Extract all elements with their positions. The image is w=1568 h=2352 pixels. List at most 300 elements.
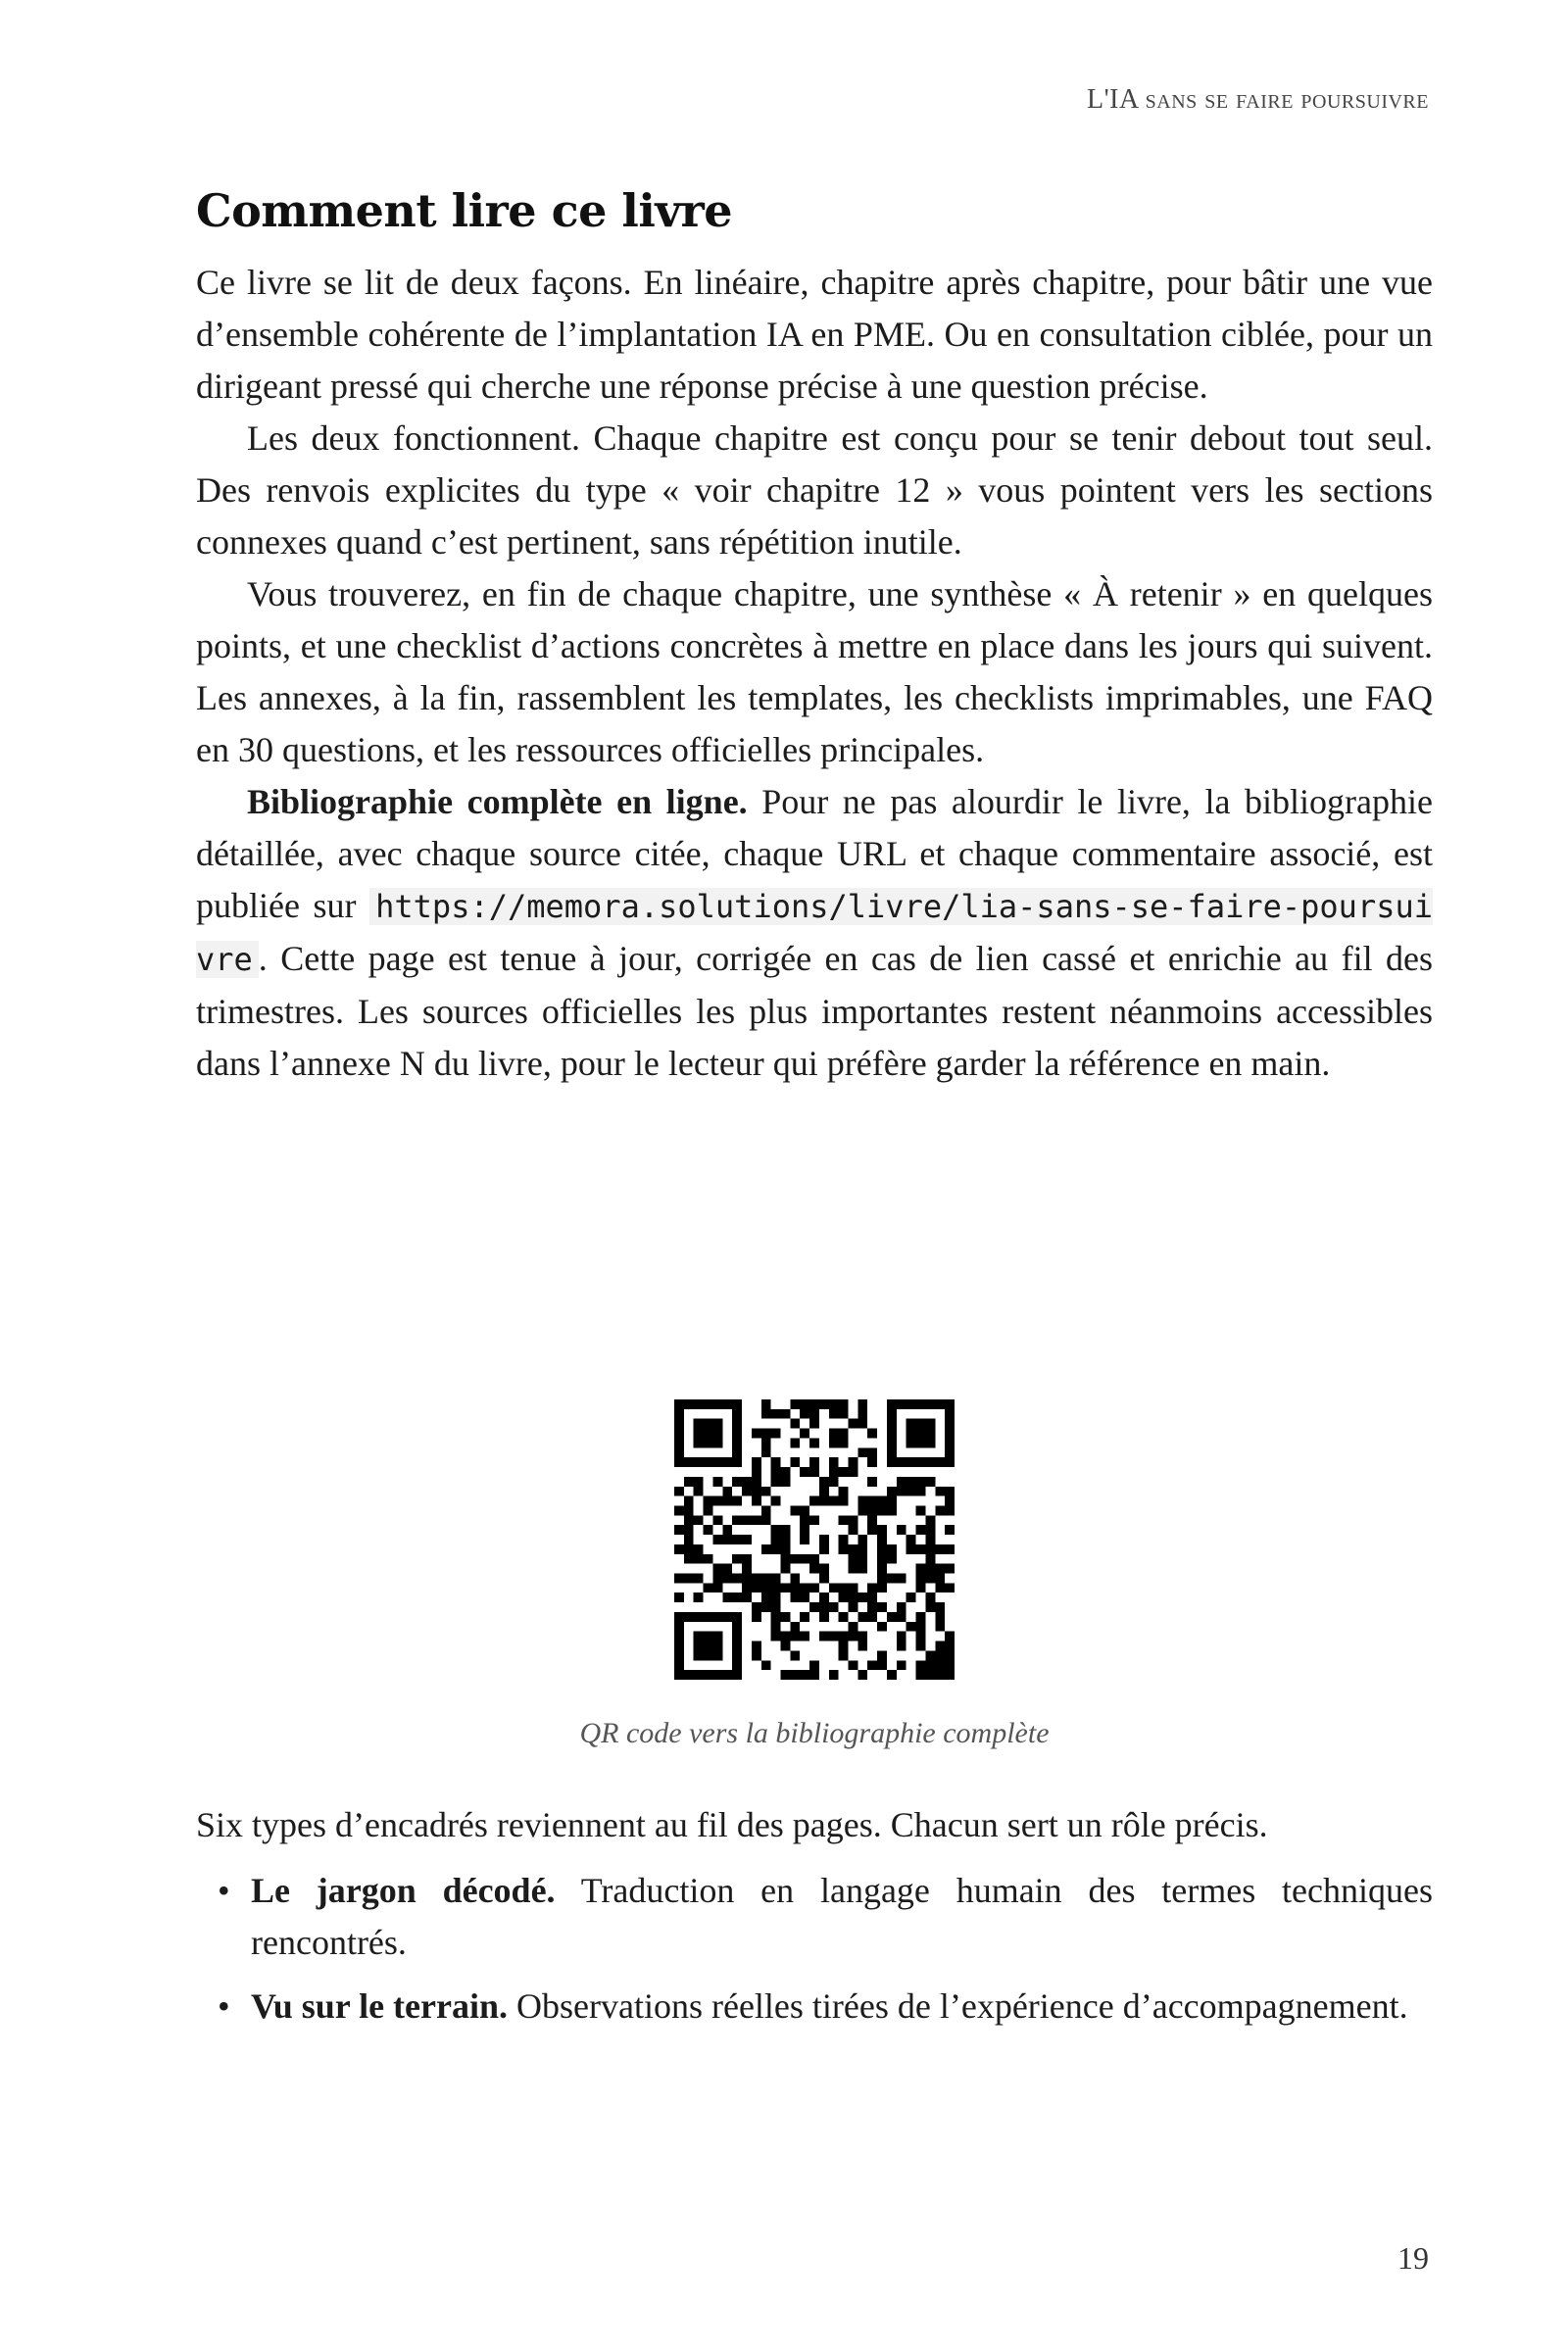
qr-module (790, 1574, 800, 1584)
qr-module (780, 1554, 790, 1564)
qr-module (858, 1592, 867, 1602)
qr-module (935, 1457, 945, 1467)
qr-module (916, 1399, 926, 1409)
qr-module (867, 1525, 877, 1535)
qr-module (800, 1467, 809, 1477)
running-header (1087, 84, 1429, 116)
boxes-section (196, 1799, 1433, 2044)
qr-module (780, 1642, 790, 1651)
qr-module (887, 1457, 897, 1467)
qr-module (858, 1544, 867, 1554)
qr-module (925, 1457, 935, 1467)
qr-module (935, 1670, 945, 1680)
qr-module (752, 1487, 761, 1496)
qr-module (925, 1477, 935, 1487)
qr-module (829, 1477, 839, 1487)
qr-module (925, 1602, 935, 1612)
qr-module (761, 1505, 771, 1515)
qr-module (800, 1525, 809, 1535)
qr-module (771, 1429, 781, 1439)
qr-module (771, 1602, 781, 1612)
bibliography-url[interactable]: https://memora.solutions/livre/lia-sans-se-faire-poursuivre (196, 888, 1433, 978)
qr-module (809, 1564, 819, 1574)
qr-module (742, 1554, 752, 1564)
qr-module (704, 1429, 713, 1439)
qr-module (935, 1574, 945, 1584)
qr-module (858, 1554, 867, 1564)
qr-module (877, 1574, 887, 1584)
qr-module (780, 1467, 790, 1477)
qr-module (897, 1574, 906, 1584)
qr-module (819, 1574, 829, 1584)
qr-module (819, 1544, 829, 1554)
qr-module (819, 1612, 829, 1622)
qr-module (674, 1487, 684, 1496)
qr-module (694, 1399, 704, 1409)
qr-module (925, 1554, 935, 1564)
qr-module (684, 1535, 694, 1544)
qr-module (674, 1429, 684, 1439)
qr-module (732, 1574, 742, 1584)
qr-module (800, 1583, 809, 1592)
qr-module (712, 1612, 722, 1622)
qr-module (694, 1650, 704, 1660)
paragraph-1: Ce livre se lit de deux façons. En linéaire, chapitre après chapitre, pour bâtir une vue d’ensemble cohérente de l’implantation IA en PME. Ou en consultation ciblée, pour un dirigeant pressé qui cherche une réponse précise à une question précise. (196, 263, 1433, 406)
qr-module (877, 1535, 887, 1544)
qr-module (704, 1399, 713, 1409)
qr-module (771, 1544, 781, 1554)
qr-module (945, 1419, 955, 1429)
qr-module (906, 1429, 916, 1439)
qr-module (674, 1525, 684, 1535)
qr-module (849, 1419, 858, 1429)
qr-module (897, 1602, 906, 1612)
qr-module (722, 1592, 732, 1602)
qr-module (752, 1467, 761, 1477)
qr-module (916, 1632, 926, 1642)
qr-module (839, 1632, 849, 1642)
qr-module (771, 1457, 781, 1467)
qr-module (829, 1429, 839, 1439)
qr-module (704, 1583, 713, 1592)
list-item-text: Traduction en langage humain des termes techniques rencontrés. (251, 1871, 1433, 1962)
paragraph-4 (196, 776, 1433, 1090)
qr-module (858, 1670, 867, 1680)
qr-module (877, 1525, 887, 1535)
qr-module (742, 1592, 752, 1602)
qr-module (945, 1564, 955, 1574)
qr-module (935, 1399, 945, 1409)
list-item (196, 1865, 1433, 1969)
qr-module (704, 1554, 713, 1564)
qr-module (906, 1535, 916, 1544)
page-number: 19 (1397, 2240, 1429, 2276)
qr-module (945, 1505, 955, 1515)
qr-module (742, 1583, 752, 1592)
qr-module (839, 1467, 849, 1477)
qr-module (897, 1632, 906, 1642)
qr-module (732, 1535, 742, 1544)
running-header-title: sans se faire poursuivre (1145, 84, 1429, 115)
qr-module (829, 1399, 839, 1409)
qr-module (925, 1544, 935, 1554)
qr-module (761, 1574, 771, 1584)
qr-module (790, 1670, 800, 1680)
qr-module (829, 1632, 839, 1642)
qr-module (839, 1544, 849, 1554)
qr-module (916, 1574, 926, 1584)
qr-module (809, 1660, 819, 1670)
qr-module (712, 1670, 722, 1680)
qr-module (790, 1632, 800, 1642)
qr-module (935, 1612, 945, 1622)
qr-module (897, 1612, 906, 1622)
paragraph-3: Vous trouverez, en fin de chaque chapitre, une synthèse « À retenir » en quelques points, et une checklist d’actions concrètes à mettre en place dans les jours qui suivent. Les annexes, à la fin, rassemblent les templates, les checklists imprimables, une FAQ en 30 questions, et les ressources officielles principales. (196, 574, 1433, 769)
qr-module (829, 1457, 839, 1467)
qr-module (674, 1409, 684, 1419)
qr-module (732, 1650, 742, 1660)
qr-module (761, 1487, 771, 1496)
qr-module (809, 1515, 819, 1525)
qr-module (809, 1399, 819, 1409)
qr-module (674, 1438, 684, 1447)
qr-module (809, 1602, 819, 1612)
bullet-icon: • (218, 1986, 230, 2026)
qr-module (732, 1419, 742, 1429)
qr-module (849, 1632, 858, 1642)
qr-module (916, 1457, 926, 1467)
qr-module (800, 1515, 809, 1525)
qr-module (694, 1592, 704, 1602)
qr-module (906, 1592, 916, 1602)
qr-module (945, 1447, 955, 1457)
qr-module (684, 1612, 694, 1622)
qr-module (722, 1487, 732, 1496)
qr-module (694, 1632, 704, 1642)
qr-module (906, 1477, 916, 1487)
qr-module (819, 1487, 829, 1496)
qr-module (761, 1447, 771, 1457)
qr-module (752, 1602, 761, 1612)
qr-module (916, 1487, 926, 1496)
qr-module (712, 1564, 722, 1574)
qr-module (712, 1419, 722, 1429)
qr-module (790, 1505, 800, 1515)
qr-module (925, 1564, 935, 1574)
qr-module (839, 1583, 849, 1592)
qr-module (712, 1642, 722, 1651)
qr-module (858, 1564, 867, 1574)
qr-module (800, 1409, 809, 1419)
qr-module (925, 1399, 935, 1409)
qr-module (771, 1612, 781, 1622)
qr-module (732, 1457, 742, 1467)
qr-module (819, 1399, 829, 1409)
qr-module (742, 1574, 752, 1584)
qr-module (674, 1650, 684, 1660)
qr-module (945, 1642, 955, 1651)
qr-module (694, 1438, 704, 1447)
qr-module (752, 1429, 761, 1439)
qr-module (800, 1505, 809, 1515)
qr-module (849, 1660, 858, 1670)
boxes-intro: Six types d’encadrés reviennent au fil des pages. Chacun sert un rôle précis. (196, 1805, 1268, 1844)
qr-module (945, 1650, 955, 1660)
qr-module (790, 1399, 800, 1409)
qr-module (916, 1642, 926, 1651)
qr-module (887, 1496, 897, 1506)
qr-module (722, 1457, 732, 1467)
qr-module (877, 1554, 887, 1564)
qr-code-graphic (674, 1399, 955, 1680)
qr-module (712, 1650, 722, 1660)
qr-module (694, 1612, 704, 1622)
qr-module (935, 1622, 945, 1632)
qr-module (867, 1612, 877, 1622)
paragraph-2: Les deux fonctionnent. Chaque chapitre est conçu pour se tenir debout tout seul. Des renvois explicites du type « voir chapitre 12 » vous pointent vers les sections connexes quand c’est pertinent, sans répétition inutile. (196, 418, 1433, 562)
qr-module (935, 1487, 945, 1496)
qr-module (877, 1496, 887, 1506)
qr-module (897, 1457, 906, 1467)
qr-module (694, 1419, 704, 1429)
qr-module (800, 1632, 809, 1642)
qr-module (694, 1429, 704, 1439)
qr-module (897, 1525, 906, 1535)
section-title: Comment lire ce livre (196, 184, 733, 237)
qr-module (732, 1496, 742, 1506)
qr-module (694, 1642, 704, 1651)
qr-module (916, 1670, 926, 1680)
qr-module (916, 1612, 926, 1622)
qr-module (722, 1574, 732, 1584)
qr-module (849, 1515, 858, 1525)
qr-module (906, 1487, 916, 1496)
qr-module (829, 1496, 839, 1506)
qr-module (780, 1632, 790, 1642)
qr-module (839, 1515, 849, 1525)
qr-module (674, 1447, 684, 1457)
qr-module (945, 1496, 955, 1506)
qr-module (694, 1574, 704, 1584)
qr-module (761, 1544, 771, 1554)
qr-module (839, 1650, 849, 1660)
qr-module (867, 1477, 877, 1487)
qr-module (877, 1505, 887, 1515)
qr-module (684, 1496, 694, 1506)
qr-module (858, 1612, 867, 1622)
qr-module (674, 1505, 684, 1515)
qr-module (694, 1670, 704, 1680)
qr-module (849, 1525, 858, 1535)
qr-module (887, 1429, 897, 1439)
qr-module (839, 1429, 849, 1439)
qr-module (732, 1642, 742, 1651)
qr-module (790, 1583, 800, 1592)
qr-module (790, 1650, 800, 1660)
qr-module (916, 1583, 926, 1592)
qr-module (877, 1544, 887, 1554)
qr-module (771, 1583, 781, 1592)
qr-module (712, 1399, 722, 1409)
qr-module (935, 1642, 945, 1651)
qr-module (674, 1419, 684, 1429)
qr-module (790, 1438, 800, 1447)
qr-module (819, 1592, 829, 1602)
qr-module (887, 1574, 897, 1584)
qr-module (829, 1602, 839, 1612)
qr-module (925, 1438, 935, 1447)
qr-module (945, 1525, 955, 1535)
qr-module (712, 1574, 722, 1584)
qr-module (887, 1487, 897, 1496)
qr-module (839, 1399, 849, 1409)
qr-module (849, 1544, 858, 1554)
qr-module (858, 1399, 867, 1409)
qr-module (935, 1660, 945, 1670)
qr-module (752, 1574, 761, 1584)
qr-module (674, 1612, 684, 1622)
qr-module (867, 1602, 877, 1612)
qr-module (925, 1574, 935, 1584)
qr-module (809, 1438, 819, 1447)
qr-module (867, 1583, 877, 1592)
qr-module (742, 1477, 752, 1487)
qr-module (684, 1457, 694, 1467)
qr-module (819, 1602, 829, 1612)
qr-module (704, 1438, 713, 1447)
qr-module (839, 1592, 849, 1602)
qr-module (704, 1612, 713, 1622)
qr-module (916, 1660, 926, 1670)
qr-module (742, 1564, 752, 1574)
qr-module (916, 1622, 926, 1632)
qr-module (809, 1554, 819, 1564)
qr-module (752, 1642, 761, 1651)
qr-module (732, 1632, 742, 1642)
qr-module (819, 1632, 829, 1642)
qr-module (704, 1642, 713, 1651)
qr-module (925, 1660, 935, 1670)
qr-module (722, 1525, 732, 1535)
qr-module (742, 1515, 752, 1525)
qr-module (867, 1457, 877, 1467)
qr-module (780, 1535, 790, 1544)
qr-module (761, 1602, 771, 1612)
qr-module (674, 1592, 684, 1602)
qr-module (732, 1409, 742, 1419)
qr-module (839, 1487, 849, 1496)
qr-module (732, 1670, 742, 1680)
qr-module (829, 1467, 839, 1477)
qr-module (732, 1660, 742, 1670)
qr-module (839, 1612, 849, 1622)
qr-module (849, 1622, 858, 1632)
qr-module (849, 1467, 858, 1477)
qr-module (694, 1487, 704, 1496)
qr-module (771, 1467, 781, 1477)
qr-module (945, 1632, 955, 1642)
qr-module (732, 1515, 742, 1525)
qr-module (935, 1650, 945, 1660)
qr-module (722, 1399, 732, 1409)
qr-module (694, 1457, 704, 1467)
qr-module (752, 1477, 761, 1487)
qr-module (704, 1505, 713, 1515)
qr-module (906, 1438, 916, 1447)
qr-module (829, 1670, 839, 1680)
qr-module (829, 1583, 839, 1592)
qr-module (945, 1429, 955, 1439)
qr-module (877, 1622, 887, 1632)
qr-module (761, 1429, 771, 1439)
qr-module (674, 1399, 684, 1409)
qr-module (761, 1399, 771, 1409)
paragraph-4-text-b: . Cette page est tenue à jour, corrigée en cas de lien cassé et enrichie au fil des trimestres. Les sources officielles les plus importantes restent néanmoins accessibles dans l’annexe N du livre, pour le lecteur qui préfère garder la référence en main. (196, 939, 1433, 1083)
qr-module (704, 1457, 713, 1467)
qr-module (732, 1399, 742, 1409)
qr-module (761, 1583, 771, 1592)
qr-module (790, 1592, 800, 1602)
qr-module (771, 1477, 781, 1487)
qr-module (800, 1554, 809, 1564)
qr-module (945, 1438, 955, 1447)
qr-module (732, 1477, 742, 1487)
qr-module (684, 1525, 694, 1535)
qr-module (935, 1583, 945, 1592)
qr-module (897, 1399, 906, 1409)
qr-module (849, 1583, 858, 1592)
qr-module (694, 1554, 704, 1564)
qr-module (897, 1660, 906, 1670)
qr-module (819, 1535, 829, 1544)
qr-module (925, 1515, 935, 1525)
qr-module (712, 1429, 722, 1439)
qr-module (819, 1564, 829, 1574)
running-header-prefix: L'IA (1086, 84, 1139, 115)
qr-module (935, 1564, 945, 1574)
qr-module (684, 1505, 694, 1515)
qr-module (945, 1399, 955, 1409)
qr-module (925, 1535, 935, 1544)
qr-module (712, 1515, 722, 1525)
qr-module (887, 1399, 897, 1409)
boxes-list (196, 1865, 1433, 2033)
qr-module (935, 1544, 945, 1554)
list-item (196, 1981, 1433, 2033)
qr-module (800, 1399, 809, 1409)
qr-module (722, 1670, 732, 1680)
qr-module (761, 1409, 771, 1419)
qr-module (771, 1525, 781, 1535)
bibliography-lead: Bibliographie complète en ligne. (247, 782, 748, 821)
qr-module (722, 1612, 732, 1622)
qr-module (790, 1457, 800, 1467)
qr-module (906, 1544, 916, 1554)
qr-module (752, 1583, 761, 1592)
qr-module (897, 1487, 906, 1496)
qr-module (877, 1660, 887, 1670)
qr-module (945, 1544, 955, 1554)
qr-module (771, 1535, 781, 1544)
qr-module (867, 1447, 877, 1457)
qr-module (684, 1574, 694, 1584)
qr-module (809, 1583, 819, 1592)
qr-module (887, 1447, 897, 1457)
qr-module (674, 1544, 684, 1554)
qr-module (925, 1592, 935, 1602)
qr-code-icon (674, 1399, 955, 1680)
qr-module (800, 1670, 809, 1680)
